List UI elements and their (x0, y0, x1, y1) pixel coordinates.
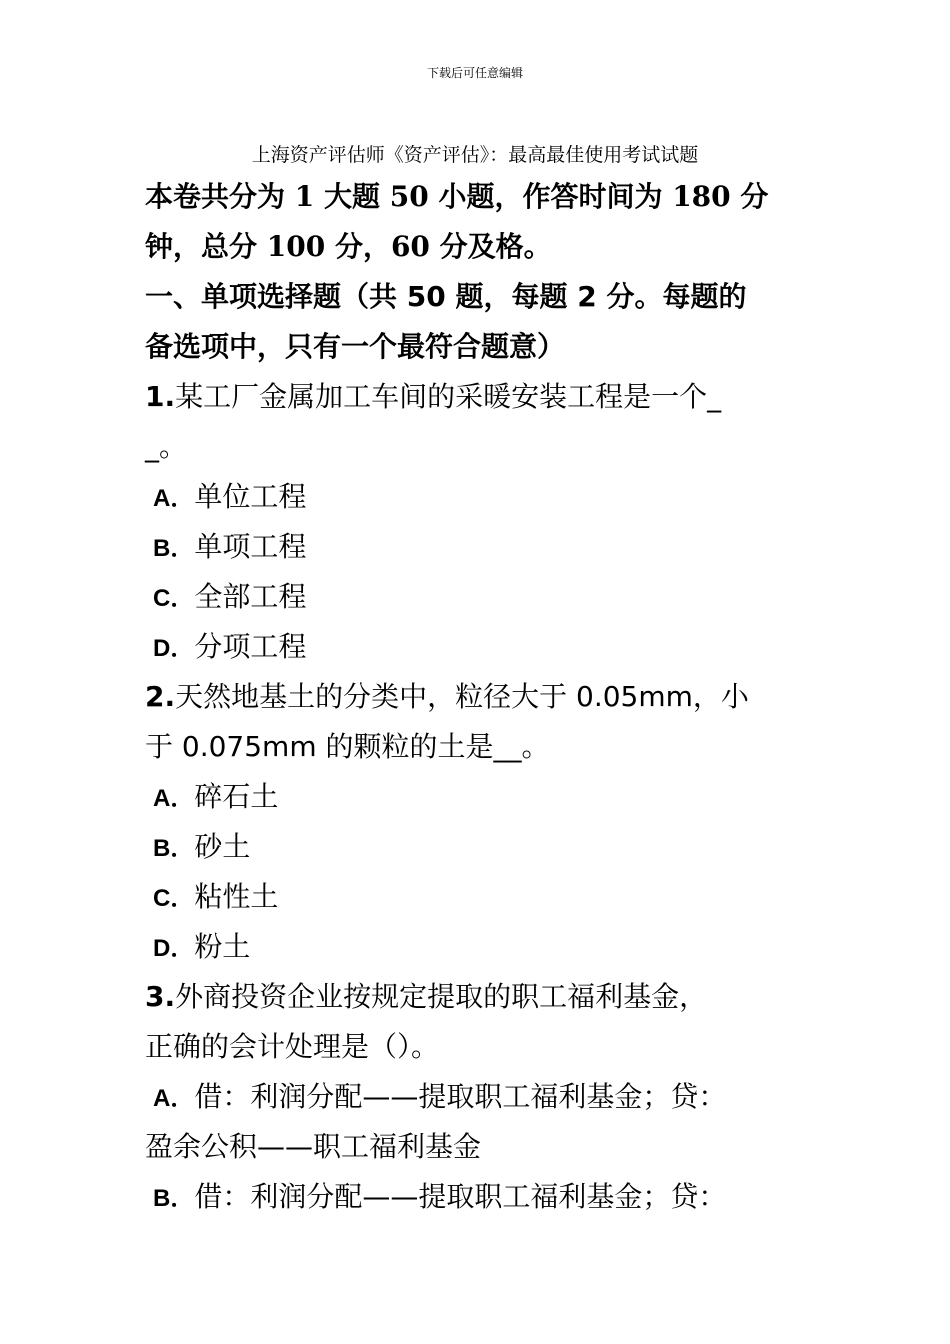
option-text: 借：利润分配——提取职工福利基金；贷： (194, 1080, 727, 1113)
question-2-option-c (145, 872, 815, 922)
question-1-line-1 (145, 372, 815, 422)
intro-line-2: 钟，总分 100 分，60 分及格。 (145, 230, 552, 263)
header-note: 下载后可任意编辑 (426, 66, 523, 80)
question-2-line-2: 于 0.075mm 的颗粒的土是__。 (145, 730, 550, 763)
option-letter: D． (153, 935, 195, 962)
option-letter: B． (153, 535, 195, 562)
option-text: 粘性土 (194, 880, 279, 913)
option-text: 砂土 (194, 830, 251, 863)
option-letter: A． (153, 785, 195, 812)
question-3-option-b (145, 1172, 815, 1222)
option-letter: C． (153, 885, 195, 912)
option-text: 粉土 (194, 930, 251, 963)
option-letter: A． (153, 1085, 195, 1112)
question-2-option-b (145, 822, 815, 872)
question-3-line-1 (145, 972, 815, 1022)
question-3-line-2: 正确的会计处理是（）。 (145, 1030, 440, 1063)
document-title: 上海资产评估师《资产评估》：最高最佳使用考试试题 (251, 144, 699, 166)
question-3-option-a-continued: 盈余公积——职工福利基金 (145, 1130, 482, 1163)
option-text: 单项工程 (194, 530, 307, 563)
option-letter: B． (153, 835, 195, 862)
option-letter: C． (153, 585, 195, 612)
question-1-option-a (145, 472, 815, 522)
intro-line-1: 本卷共分为 1 大题 50 小题，作答时间为 180 分 (145, 180, 769, 213)
option-text: 借：利润分配——提取职工福利基金；贷： (194, 1180, 727, 1213)
section-heading-line-1: 一、单项选择题（共 50 题，每题 2 分。每题的 (145, 280, 747, 313)
question-1-option-d (145, 622, 815, 672)
question-2-number: 2. (145, 680, 176, 713)
question-2-text: 天然地基土的分类中，粒径大于 0.05mm，小 (175, 680, 749, 713)
question-1-line-2: _。 (145, 430, 188, 463)
question-3-number: 3. (145, 980, 176, 1013)
document-body (145, 172, 815, 1222)
section-heading-line-2: 备选项中，只有一个最符合题意） (145, 330, 566, 363)
question-2-line-1 (145, 672, 815, 722)
option-text: 分项工程 (194, 630, 307, 663)
question-2-option-a (145, 772, 815, 822)
option-letter: A． (153, 485, 195, 512)
option-text: 全部工程 (194, 580, 307, 613)
option-letter: B． (153, 1185, 195, 1212)
question-1-text: 某工厂金属加工车间的采暖安装工程是一个_ (175, 380, 722, 413)
question-1-option-b (145, 522, 815, 572)
option-letter: D． (153, 635, 195, 662)
question-1-number: 1. (145, 380, 176, 413)
option-text: 碎石土 (194, 780, 279, 813)
question-1-option-c (145, 572, 815, 622)
option-text: 单位工程 (194, 480, 307, 513)
question-3-text: 外商投资企业按规定提取的职工福利基金， (175, 980, 708, 1013)
question-3-option-a (145, 1072, 815, 1122)
question-2-option-d (145, 922, 815, 972)
